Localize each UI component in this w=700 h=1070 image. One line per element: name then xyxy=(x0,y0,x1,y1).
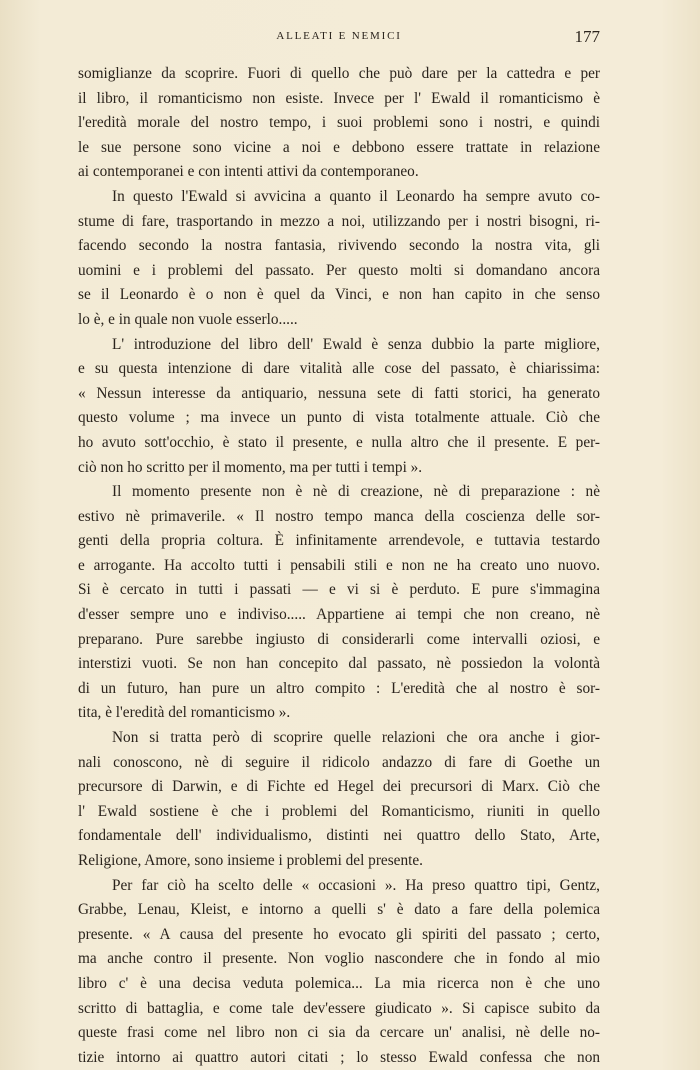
text-line: Si è cercato in tutti i passati — e vi si è perduto. E pure s'immagina xyxy=(78,581,600,599)
text-line: « Nessun interesse da antiquario, nessuna sete di fatti storici, ha generato xyxy=(78,384,600,402)
text-line: ma anche contro il presente. Non voglio nascondere che in fondo al mio xyxy=(78,950,600,968)
text-line: di un futuro, han pure un altro compito : L'eredità che al nostro è sor- xyxy=(78,679,600,697)
text-line: l' Ewald sostiene è che i problemi del Romanticismo, riuniti in quello xyxy=(78,802,600,820)
text-line: fondamentale dell' individualismo, distinti nei quattro dello Stato, Arte, xyxy=(78,827,600,845)
text-line: facendo secondo la nostra fantasia, rivivendo secondo la nostra vita, gli xyxy=(78,237,600,255)
page-number: 177 xyxy=(574,27,600,46)
text-line: Il momento presente non è nè di creazione, nè di preparazione : nè xyxy=(112,483,600,501)
text-line: genti della propria coltura. È infinitamente arrendevole, e tuttavia testardo xyxy=(78,532,600,550)
text-line: lo è, e in quale non vuole esserlo..... xyxy=(78,310,298,328)
page-header xyxy=(78,27,600,50)
text-line: Per far ciò ha scelto delle « occasioni ». Ha preso quattro tipi, Gentz, xyxy=(112,876,600,894)
text-line: tita, è l'eredità del romanticismo ». xyxy=(78,704,291,722)
text-line: stume di fare, trasportando in mezzo a noi, utilizzando per i nostri bisogni, ri- xyxy=(78,212,600,230)
text-line: ai contemporanei e con intenti attivi da contemporaneo. xyxy=(78,163,419,181)
text-line: le sue persone sono vicine a noi e debbono essere trattate in relazione xyxy=(78,138,600,156)
text-line: libro c' è una decisa veduta polemica... La mia ricerca non è che uno xyxy=(78,974,600,992)
text-line: presente. « A causa del presente ho evocato gli spiriti del passato ; certo, xyxy=(78,925,600,943)
text-line: In questo l'Ewald si avvicina a quanto il Leonardo ha sempre avuto co- xyxy=(112,187,600,205)
text-line: il libro, il romanticismo non esiste. Invece per l' Ewald il romanticismo è xyxy=(78,89,600,107)
text-line: Non si tratta però di scoprire quelle relazioni che ora anche i gior- xyxy=(112,729,600,747)
text-line: estivo nè primaverile. « Il nostro tempo manca della coscienza delle sor- xyxy=(78,507,600,525)
text-line: tizie intorno ai quattro autori citati ; lo stesso Ewald confessa che non xyxy=(78,1048,600,1066)
text-line: Religione, Amore, sono insieme i problemi del presente. xyxy=(78,852,423,869)
text-line: e su questa intenzione di dare vitalità alle cose del passato, è chiarissima: xyxy=(78,360,600,378)
text-line: d'esser sempre uno e indiviso..... Appartiene ai tempi che non creano, nè xyxy=(78,606,600,624)
text-line: Grabbe, Lenau, Kleist, e intorno a quelli s' è dato a fare della polemica xyxy=(78,901,600,919)
running-title: ALLEATI E NEMICI xyxy=(276,30,402,42)
body-text xyxy=(78,62,600,1070)
text-line: somiglianze da scoprire. Fuori di quello che può dare per la cattedra e per xyxy=(78,65,600,82)
text-line: interstizi vuoti. Se non han concepito dal passato, nè possiedon la volontà xyxy=(78,655,600,673)
text-line: scritto di battaglia, e come tale dev'essere giudicato ». Si capisce subito da xyxy=(78,999,600,1017)
text-line: ho avuto sott'occhio, è stato il presente, e nulla altro che il presente. E per- xyxy=(78,433,600,451)
text-line: L' introduzione del libro dell' Ewald è senza dubbio la parte migliore, xyxy=(112,335,600,353)
text-line: ciò non ho scritto per il momento, ma per tutti i tempi ». xyxy=(78,458,423,476)
text-line: se il Leonardo è o non è quel da Vinci, e non han capito in che senso xyxy=(78,286,600,304)
text-line: nali conoscono, nè di seguire il ridicolo andazzo di fare di Goethe un xyxy=(78,753,600,771)
text-line: queste frasi come nel libro non ci sia da cercare un' analisi, nè delle no- xyxy=(78,1024,600,1042)
text-line: uomini e i problemi del passato. Per questo molti si domandano ancora xyxy=(78,261,600,279)
text-line: l'eredità morale del nostro tempo, i suoi problemi sono i nostri, e quindi xyxy=(78,114,600,132)
text-line: precursore di Darwin, e di Fichte ed Hegel dei precursori di Marx. Ciò che xyxy=(78,778,600,796)
text-line: e arrogante. Ha accolto tutti i pensabili stili e non ne ha creato uno nuovo. xyxy=(78,556,600,574)
text-line: questo volume ; ma invece un punto di vista totalmente attuale. Ciò che xyxy=(78,409,600,427)
text-line: preparano. Pure sarebbe ingiusto di considerarli come intervalli oziosi, e xyxy=(78,630,600,648)
